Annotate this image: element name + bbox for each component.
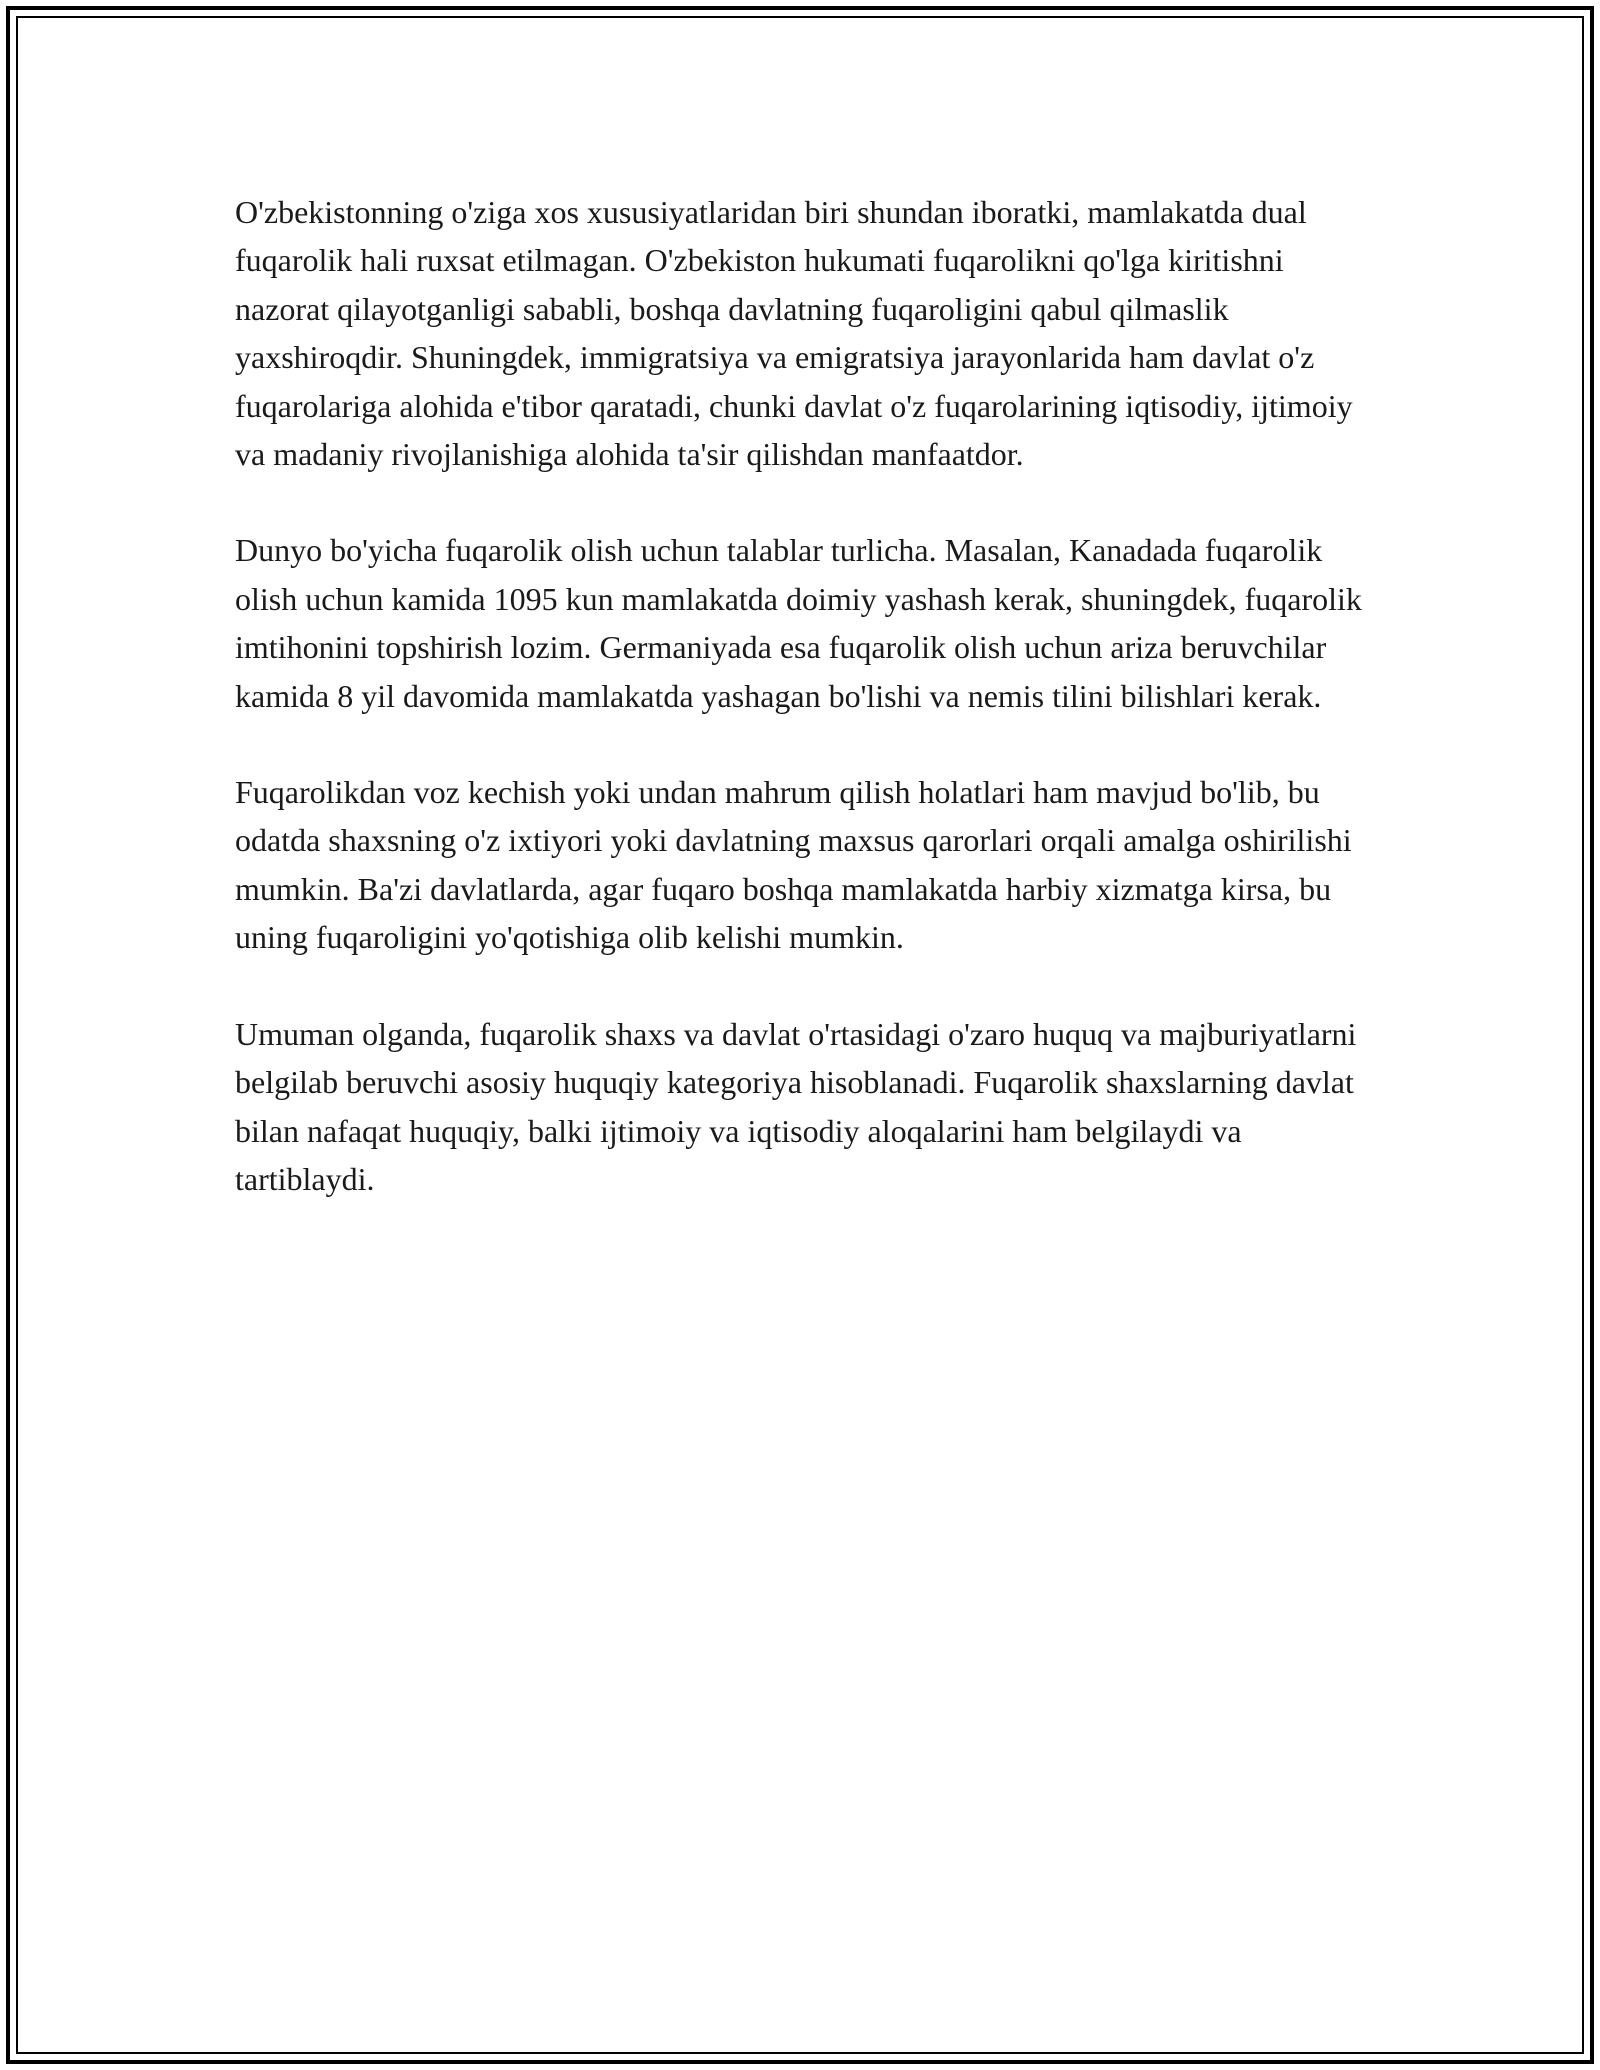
document-body: [235, 188, 1385, 1251]
paragraph-2: Dunyo bo'yicha fuqarolik olish uchun talablar turlicha. Masalan, Kanadada fuqarolik olish uchun kamida 1095 kun mamlakatda doimiy yashash kerak, shuningdek, fuqarolik imtihonini topshirish lozim. Germaniyada esa fuqarolik olish uchun ariza beruvchilar kamida 8 yil davomida mamlakatda yashagan bo'lishi va nemis tilini bilishlari kerak.: [235, 532, 1362, 714]
paragraph-4: Umuman olganda, fuqarolik shaxs va davlat o'rtasidagi o'zaro huquq va majburiyatlarni belgilab beruvchi asosiy huquqiy kategoriya hisoblanadi. Fuqarolik shaxslarning davlat bilan nafaqat huquqiy, balki ijtimoiy va iqtisodiy aloqalarini ham belgilaydi va tartiblaydi.: [235, 1015, 1357, 1197]
paragraph-1: O'zbekistonning o'ziga xos xususiyatlaridan biri shundan iboratki, mamlakatda dual fuqarolik hali ruxsat etilmagan. O'zbekiston hukumati fuqarolikni qo'lga kiritishni nazorat qilayotganligi sababli, boshqa davlatning fuqaroligini qabul qilmaslik yaxshiroqdir. Shuningdek, immigratsiya va emigratsiya jarayonlarida ham davlat o'z fuqarolariga alohida e'tibor qaratadi, chunki davlat o'z fuqarolarining iqtisodiy, ijtimoiy va madaniy rivojlanishiga alohida ta'sir qilishdan manfaatdor.: [235, 194, 1353, 473]
paragraph-3: Fuqarolikdan voz kechish yoki undan mahrum qilish holatlari ham mavjud bo'lib, bu odatda shaxsning o'z ixtiyori yoki davlatning maxsus qarorlari orqali amalga oshirilishi mumkin. Ba'zi davlatlarda, agar fuqaro boshqa mamlakatda harbiy xizmatga kirsa, bu uning fuqaroligini yo'qotishiga olib kelishi mumkin.: [235, 774, 1352, 956]
